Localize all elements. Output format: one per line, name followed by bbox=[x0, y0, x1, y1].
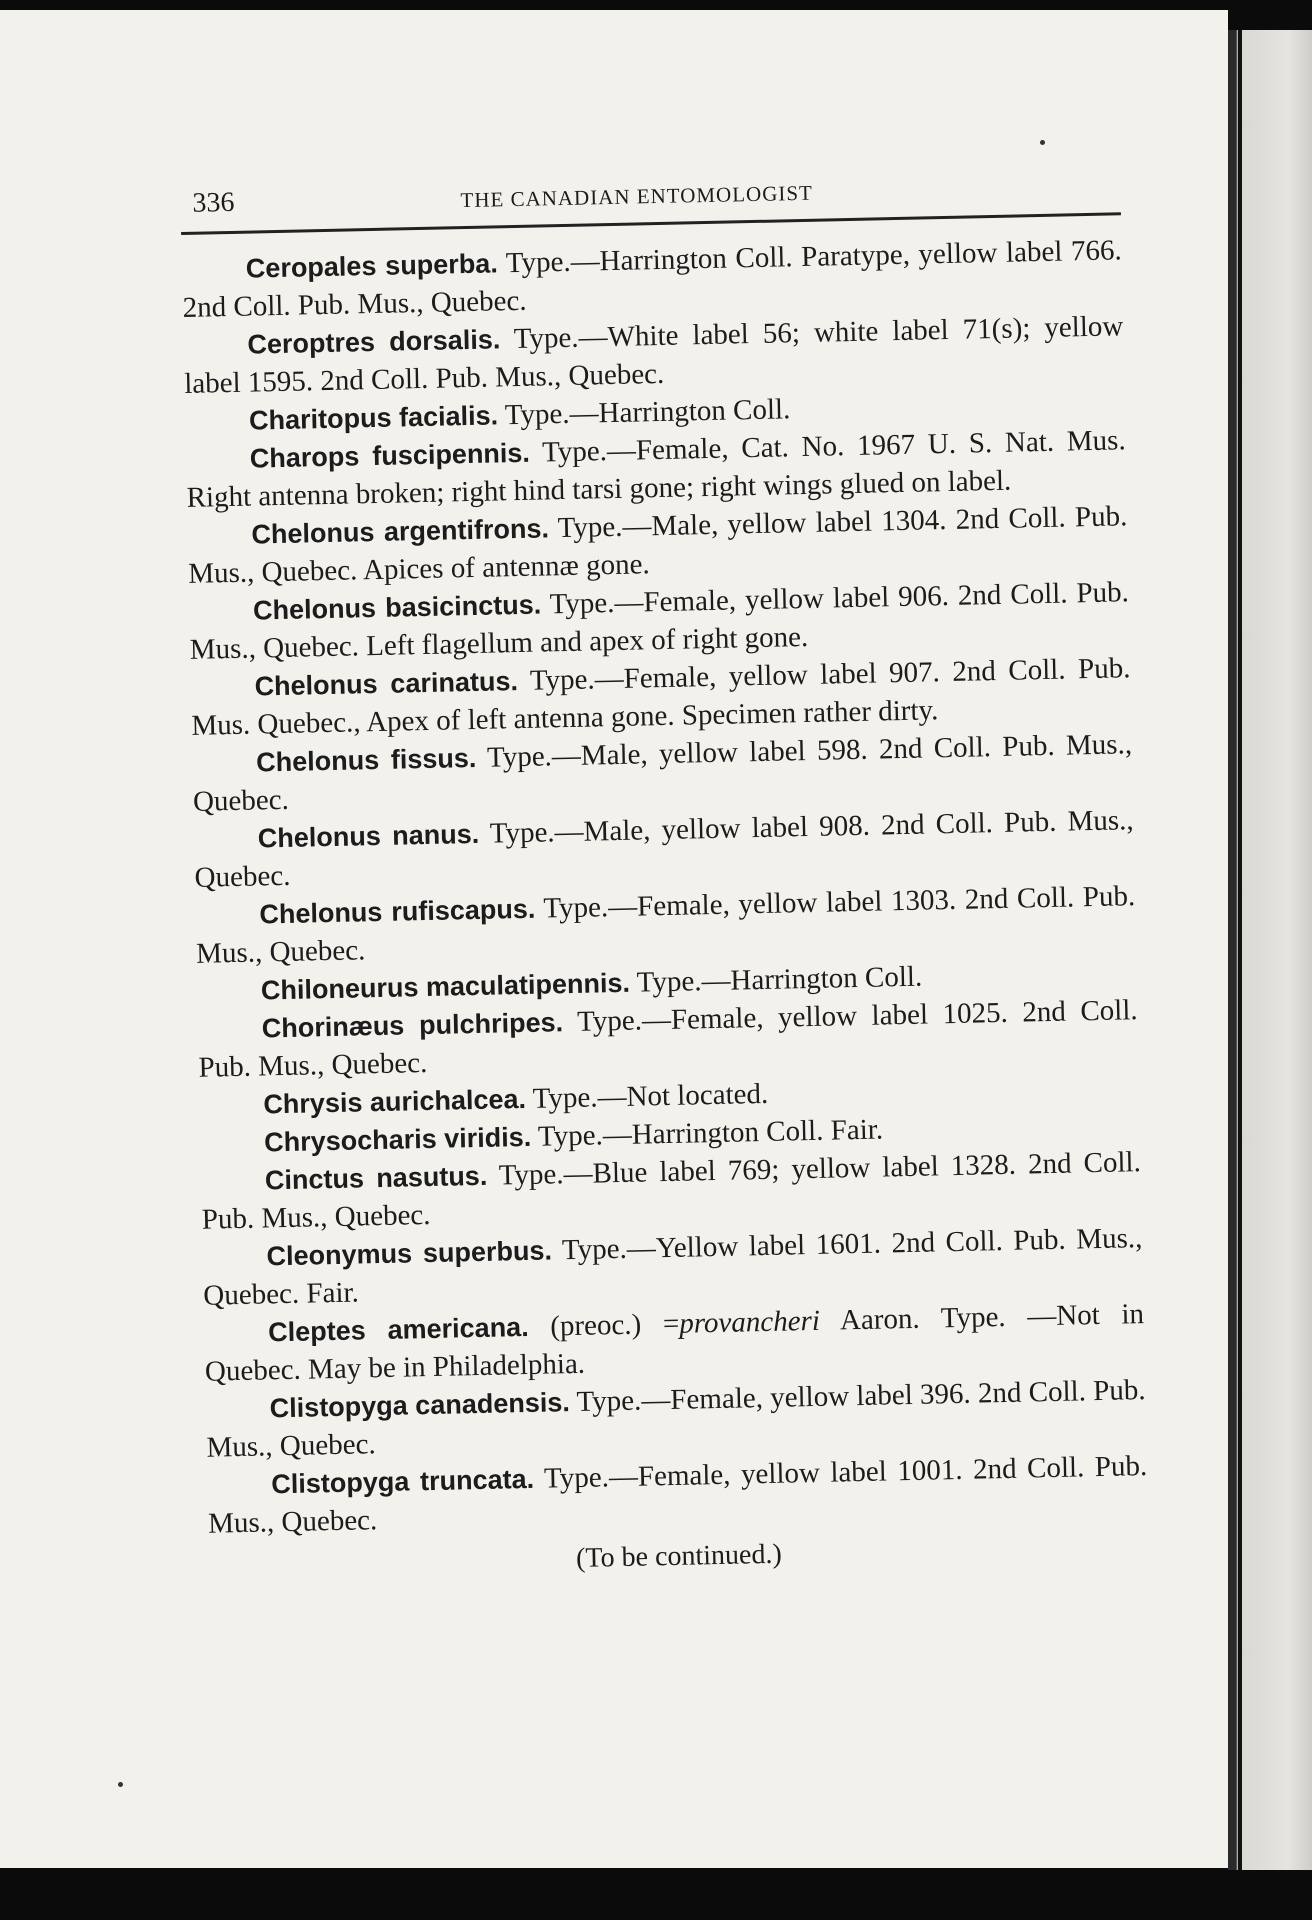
species-name: Chrysis aurichalcea. bbox=[263, 1083, 527, 1120]
document-page bbox=[0, 10, 1228, 1868]
species-name: Chelonus fissus. bbox=[255, 742, 477, 778]
entry-text: Type.—Female, yellow label 1303. 2nd Coll. Pub. Mus., Quebec. bbox=[195, 880, 1136, 970]
print-speck bbox=[1040, 140, 1045, 145]
species-name: Chelonus rufiscapus. bbox=[259, 893, 536, 930]
entry-text: Aaron. Type. —Not in Quebec. May be in Philadelphia. bbox=[204, 1298, 1145, 1388]
entry-text: Type.—Male, yellow label 598. 2nd Coll. Pub. Mus., Quebec. bbox=[192, 728, 1133, 818]
entry-text: Type.—Female, yellow label 396. 2nd Coll. Pub. Mus., Quebec. bbox=[206, 1374, 1146, 1464]
species-name: Ceroptres dorsalis. bbox=[247, 324, 501, 360]
print-speck bbox=[118, 1782, 123, 1787]
entry-text: Type.—Male, yellow label 908. 2nd Coll. Pub. Mus., Quebec. bbox=[194, 804, 1134, 894]
page-header bbox=[180, 160, 1121, 235]
entry-text: Type.—Female, yellow label 907. 2nd Coll. Pub. Mus. Quebec., Apex of left antenna gone. Specimen rather dirty. bbox=[191, 652, 1131, 742]
entry-text: Type.—Female, Cat. No. 1967 U. S. Nat. Mus. Right antenna broken; right hind tarsi gone; right wings glued on label. bbox=[186, 424, 1126, 514]
continued-note: (To be continued.) bbox=[575, 1538, 783, 1575]
species-name: Chelonus argentifrons. bbox=[251, 513, 550, 550]
species-name: Chrysocharis viridis. bbox=[263, 1121, 532, 1158]
entry-text: Type.—Blue label 769; yellow label 1328. 2nd Coll. Pub. Mus., Quebec. bbox=[201, 1146, 1142, 1236]
species-name: Chiloneurus maculatipennis. bbox=[260, 967, 631, 1006]
entry-text: Type.—Female, yellow label 1001. 2nd Coll. Pub. Mus., Quebec. bbox=[207, 1450, 1148, 1540]
species-name: Clistopyga truncata. bbox=[271, 1463, 535, 1500]
species-name: Ceropales superba. bbox=[245, 248, 499, 284]
entry-text: Type.—Not located. bbox=[532, 1077, 769, 1115]
entry-text: Type.—White label 56; white label 71(s); yellow label 1595. 2nd Coll. Pub. Mus., Quebec. bbox=[183, 310, 1124, 400]
synonym-name: provancheri bbox=[678, 1304, 821, 1340]
entry-text: Type.—Harrington Coll. bbox=[504, 393, 791, 432]
species-name: Chelonus carinatus. bbox=[254, 666, 519, 702]
entry-text: Type.—Female, yellow label 906. 2nd Coll. Pub. Mus., Quebec. Left flagellum and apex of right gone. bbox=[189, 576, 1130, 666]
entry-text: Type.—Yellow label 1601. 2nd Coll. Pub. Mus., Quebec. Fair. bbox=[203, 1222, 1143, 1312]
species-name: Chorinæus pulchripes. bbox=[261, 1007, 564, 1044]
entry-text: Type.—Harrington Coll. Fair. bbox=[537, 1113, 884, 1153]
species-name: Charops fuscipennis. bbox=[249, 437, 531, 474]
page-content bbox=[180, 160, 1149, 1582]
species-name: Cinctus nasutus. bbox=[264, 1160, 488, 1196]
species-name: Chelonus nanus. bbox=[257, 818, 480, 854]
species-name: Cleonymus superbus. bbox=[266, 1235, 553, 1272]
species-name: Cleptes americana. bbox=[267, 1311, 529, 1348]
species-name: Charitopus facialis. bbox=[248, 400, 499, 436]
binding-shadow bbox=[1238, 30, 1242, 1870]
entry-text: Type.—Female, yellow label 1025. 2nd Coll. Pub. Mus., Quebec. bbox=[198, 994, 1138, 1084]
species-name: Clistopyga canadensis. bbox=[269, 1387, 571, 1424]
preoc-note: (preoc.) = bbox=[549, 1307, 680, 1343]
entry-text: Type.—Harrington Coll. Paratype, yellow label 766. 2nd Coll. Pub. Mus., Quebec. bbox=[182, 234, 1123, 324]
running-head: THE CANADIAN ENTOMOLOGIST bbox=[460, 180, 814, 213]
page-number: 336 bbox=[192, 186, 235, 219]
species-name: Chelonus basicinctus. bbox=[252, 589, 542, 626]
entry-text: Type.—Male, yellow label 1304. 2nd Coll. Pub. Mus., Quebec. Apices of antennæ gone. bbox=[187, 500, 1128, 590]
entry-text: Type.—Harrington Coll. bbox=[636, 960, 923, 999]
